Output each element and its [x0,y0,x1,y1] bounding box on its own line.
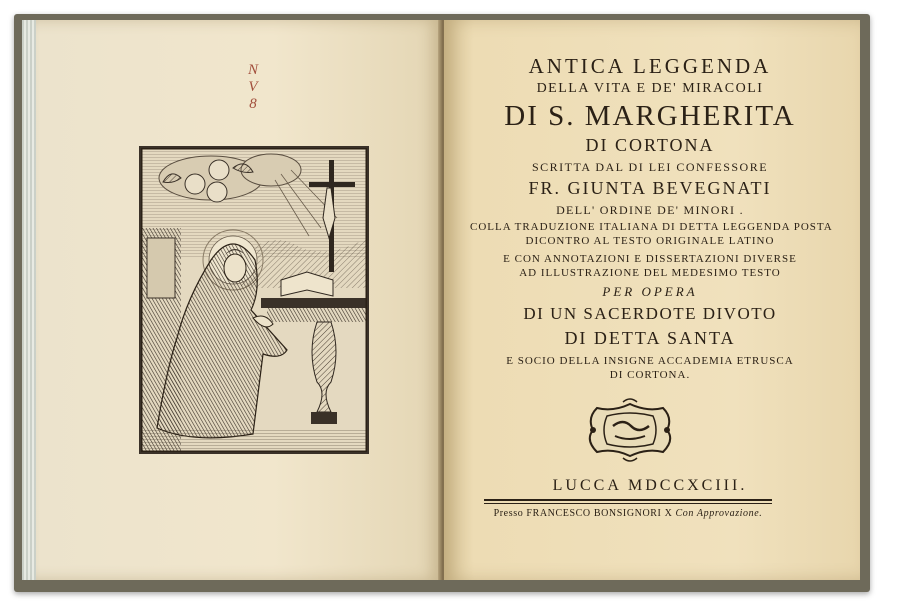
author-name: FR. GIUNTA BEVEGNATI [528,178,772,198]
title-main: DI S. MARGHERITA [504,100,796,132]
title-line-14: DI DETTA SANTA [564,328,736,348]
engraving-illustration [141,148,367,452]
cartouche-ornament-icon [583,398,677,462]
shelfmark-line: 8 [249,96,257,112]
imprint-rule-thick [484,499,772,501]
title-page-text [470,50,833,381]
imprint-publisher-line [470,508,786,519]
title-line-16: DI CORTONA. [609,369,691,381]
imprint-separator: X [664,508,673,519]
title-line-5: SCRITTA DAL DI LEI CONFESSORE [531,160,769,174]
imprint-place-date: LUCCA MDCCXCIII. [552,477,748,494]
title-line-7: DELL' ORDINE DE' MINORI . [556,203,744,217]
title-line-10: E CON ANNOTAZIONI E DISSERTAZIONI DIVERSE [503,253,797,265]
frontispiece-engraving [139,146,369,454]
shelfmark-line: N [247,62,258,78]
publisher-name: Presso FRANCESCO BONSIGNORI [493,508,662,519]
title-line-15: E SOCIO DELLA INSIGNE ACCADEMIA ETRUSCA [506,355,794,367]
title-line-1: ANTICA LEGGENDA [528,54,772,78]
title-line-4: DI CORTONA [585,135,715,155]
printer-ornament [583,398,677,462]
approval-note: Con Approvazione. [675,508,763,519]
imprint-rule-thin [484,503,772,504]
title-line-11: AD ILLUSTRAZIONE DEL MEDESIMO TESTO [519,267,781,279]
title-line-12: PER OPERA [602,284,698,299]
title-line-9: DICONTRO AL TESTO ORIGINALE LATINO [525,235,775,247]
shelfmark-annotation [238,62,268,113]
title-line-13: DI UN SACERDOTE DIVOTO [523,304,777,323]
page-edges [22,20,36,580]
title-line-2: DELLA VITA E DE' MIRACOLI [536,81,764,96]
shelfmark-line: V [248,79,258,95]
title-line-8: COLLA TRADUZIONE ITALIANA DI DETTA LEGGENDA POSTA [470,221,833,233]
